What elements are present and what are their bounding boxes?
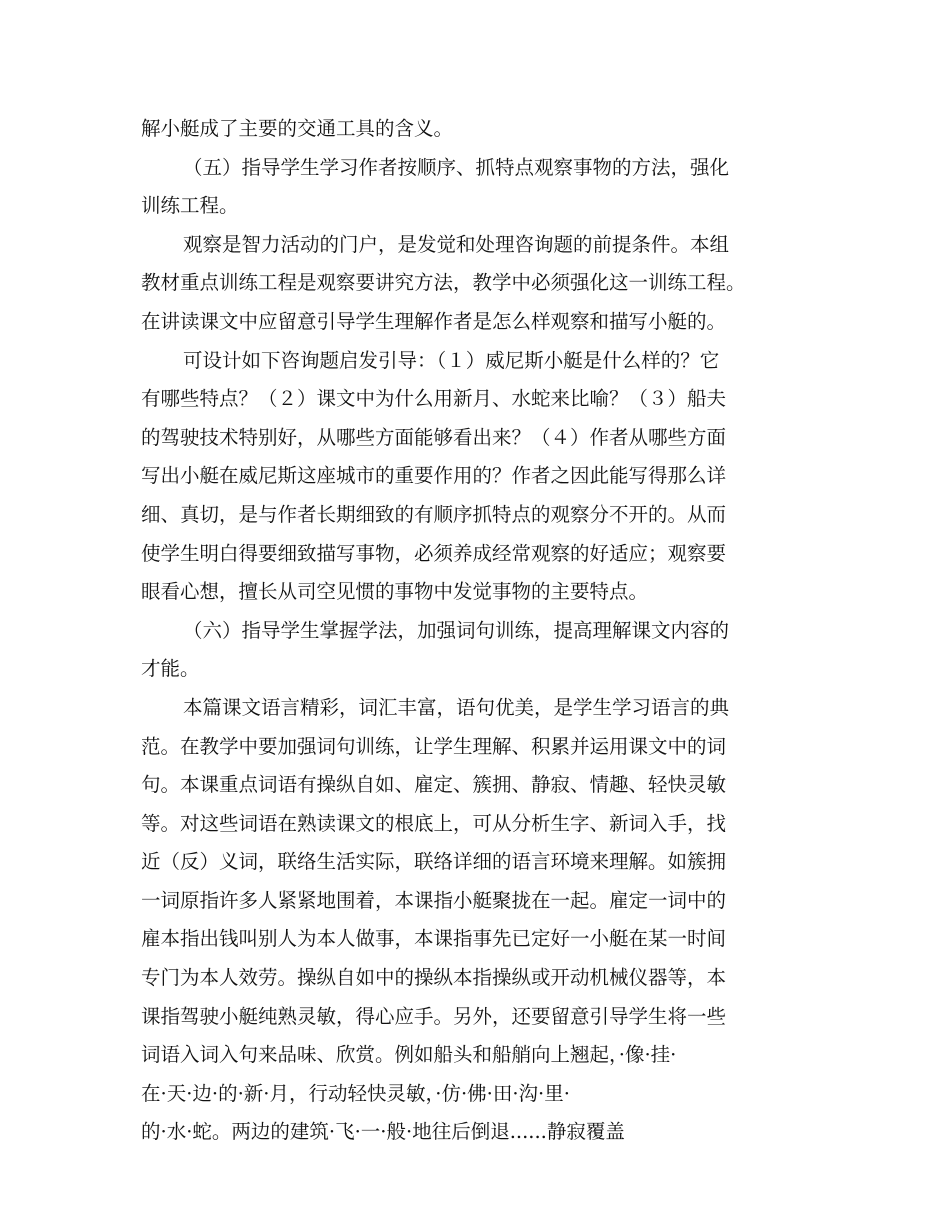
- text-line: 才能。: [141, 657, 200, 681]
- text-line: 训练工程。: [141, 194, 239, 218]
- text-line: 在讲读课文中应留意引导学生理解作者是怎么样观察和描写小艇的。: [141, 309, 727, 333]
- text-line: 眼看心想，擅长从司空见惯的事物中发觉事物的主要特点。: [141, 580, 649, 604]
- text-line: 写出小艇在威尼斯这座城市的重要作用的？作者之因此能写得那么详: [141, 464, 727, 488]
- text-line: 一词原指许多人紧紧地围着，本课指小艇聚拢在一起。雇定一词中的: [141, 888, 727, 912]
- text-line: （六）指导学生掌握学法，加强词句训练，提高理解课文内容的: [183, 618, 730, 642]
- text-line: 细、真切，是与作者长期细致的有顺序抓特点的观察分不开的。从而: [141, 502, 727, 526]
- text-line: 教材重点训练工程是观察要讲究方法，教学中必须强化这一训练工程。: [141, 271, 746, 295]
- text-line: 使学生明白得要细致描写事物，必须养成经常观察的好适应；观察要: [141, 541, 727, 565]
- text-line: 观察是智力活动的门户，是发觉和处理咨询题的前提条件。本组: [183, 232, 730, 256]
- text-line: 在·天·边·的·新·月，行动轻快灵敏，·仿·佛·田·沟·里·: [141, 1081, 570, 1105]
- text-line: 范。在教学中要加强词句训练，让学生理解、积累并运用课文中的词: [141, 734, 727, 758]
- text-line: 有哪些特点？（２）课文中为什么用新月、水蛇来比喻？（３）船夫: [141, 387, 727, 411]
- text-line: 等。对这些词语在熟读课文的根底上，可从分析生字、新词入手，找: [141, 811, 727, 835]
- text-line: 雇本指出钱叫别人为本人做事，本课指事先已定好一小艇在某一时间: [141, 927, 727, 951]
- text-line: 句。本课重点词语有操纵自如、雇定、簇拥、静寂、情趣、轻快灵敏: [141, 773, 727, 797]
- text-line: 可设计如下咨询题启发引导：（１）威尼斯小艇是什么样的？它: [183, 348, 720, 372]
- text-line: 专门为本人效劳。操纵自如中的操纵本指操纵或开动机械仪器等，本: [141, 966, 727, 990]
- text-line: 近（反）义词，联络生活实际，联络详细的语言环境来理解。如簇拥: [141, 850, 727, 874]
- text-line: 本篇课文语言精彩，词汇丰富，语句优美，是学生学习语言的典: [183, 695, 730, 719]
- text-line: （五）指导学生学习作者按顺序、抓特点观察事物的方法，强化: [183, 155, 730, 179]
- text-line: 的驾驶技术特别好，从哪些方面能够看出来？（４）作者从哪些方面: [141, 425, 727, 449]
- text-line: 的·水·蛇。两边的建筑·飞·一·般·地往后倒退......静寂覆盖: [141, 1120, 625, 1144]
- text-line: 词语入词入句来品味、欣赏。例如船头和船艄向上翘起，·像·挂·: [141, 1043, 677, 1067]
- text-line: 解小艇成了主要的交通工具的含义。: [141, 117, 454, 140]
- text-line: 课指驾驶小艇纯熟灵敏，得心应手。另外，还要留意引导学生将一些: [141, 1004, 727, 1028]
- document-body: [141, 110, 821, 1152]
